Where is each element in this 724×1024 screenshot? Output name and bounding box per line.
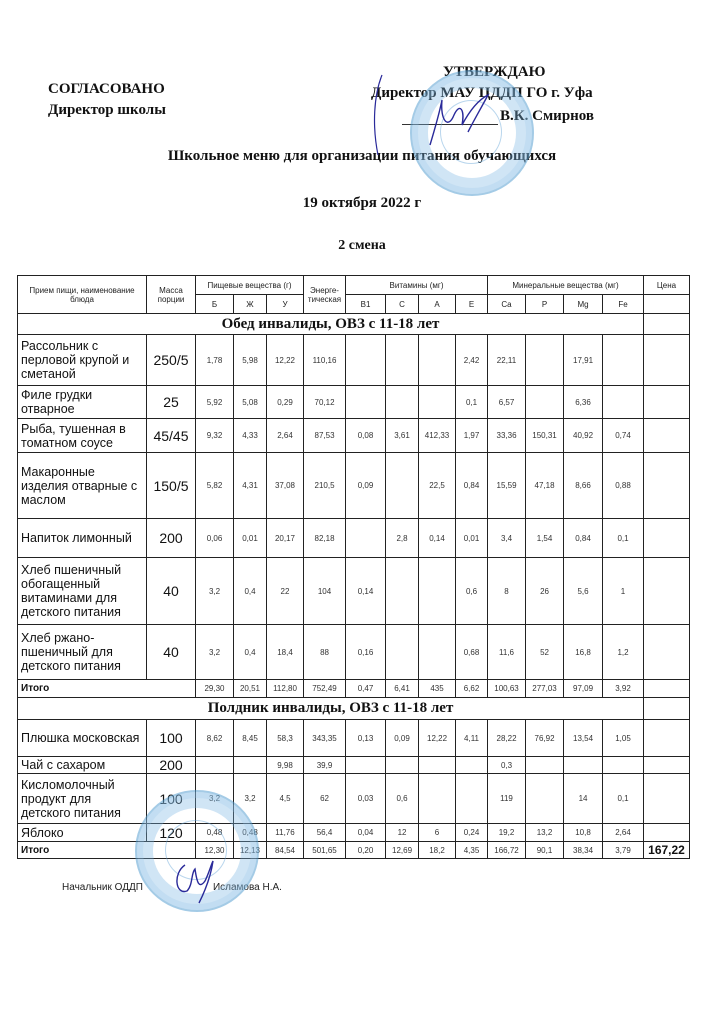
- dish-name: Плюшка московская: [18, 720, 147, 757]
- cell-energy: 88: [304, 625, 346, 680]
- cell-vit-a: 6: [419, 824, 456, 842]
- dish-name: Филе грудки отварное: [18, 386, 147, 419]
- cell-fat: 0,4: [234, 625, 267, 680]
- approved-title: УТВЕРЖДАЮ: [443, 64, 546, 80]
- dish-mass: 250/5: [147, 335, 196, 386]
- cell-carbs: 58,3: [267, 720, 304, 757]
- cell-price: [644, 519, 690, 558]
- signature-top-icon: [370, 70, 510, 160]
- cell-price: [644, 757, 690, 774]
- cell-vit-c: [386, 558, 419, 625]
- cell-vit-c: [386, 453, 419, 519]
- cell-vit-c: [386, 335, 419, 386]
- cell-vit-a: 12,22: [419, 720, 456, 757]
- dish-mass: 25: [147, 386, 196, 419]
- cell-fe: [603, 757, 644, 774]
- cell-fe: 1,05: [603, 720, 644, 757]
- cell-price: [644, 774, 690, 824]
- cell-vit-c: 12: [386, 824, 419, 842]
- total-fat: 12,13: [234, 842, 267, 859]
- cell-p: 13,2: [526, 824, 564, 842]
- signature-line: [402, 124, 498, 125]
- cell-p: 26: [526, 558, 564, 625]
- cell-ca: 119: [488, 774, 526, 824]
- cell-p: 52: [526, 625, 564, 680]
- cell-carbs: 11,76: [267, 824, 304, 842]
- cell-vit-b1: [346, 519, 386, 558]
- cell-vit-b1: 0,16: [346, 625, 386, 680]
- cell-protein: 9,32: [196, 419, 234, 453]
- cell-price: [644, 335, 690, 386]
- dish-mass: 40: [147, 625, 196, 680]
- table-row: [18, 335, 690, 386]
- approved-name: В.К. Смирнов: [500, 108, 595, 124]
- cell-protein: 3,2: [196, 625, 234, 680]
- cell-ca: 28,22: [488, 720, 526, 757]
- cell-energy: 104: [304, 558, 346, 625]
- cell-fat: 0,01: [234, 519, 267, 558]
- cell-p: 150,31: [526, 419, 564, 453]
- dish-name: Чай с сахаром: [18, 757, 147, 774]
- cell-vit-b1: 0,04: [346, 824, 386, 842]
- cell-vit-b1: [346, 386, 386, 419]
- cell-ca: 19,2: [488, 824, 526, 842]
- total-energy: 501,65: [304, 842, 346, 859]
- document-title: Школьное меню для организации питания обучающихся: [167, 148, 557, 164]
- cell-ca: 3,4: [488, 519, 526, 558]
- header-mg: Mg: [564, 295, 603, 314]
- header-price: Цена: [644, 276, 690, 295]
- total-carbs: 84,54: [267, 842, 304, 859]
- cell-price: [644, 558, 690, 625]
- cell-carbs: 37,08: [267, 453, 304, 519]
- cell-protein: 8,62: [196, 720, 234, 757]
- cell-fe: 0,1: [603, 519, 644, 558]
- cell-price: [644, 419, 690, 453]
- cell-carbs: 4,5: [267, 774, 304, 824]
- cell-mg: 10,8: [564, 824, 603, 842]
- section-price-empty: [644, 698, 690, 720]
- header-b1: В1: [346, 295, 386, 314]
- cell-ca: 11,6: [488, 625, 526, 680]
- cell-vit-e: [456, 757, 488, 774]
- cell-energy: 62: [304, 774, 346, 824]
- cell-vit-b1: 0,03: [346, 774, 386, 824]
- cell-energy: 56,4: [304, 824, 346, 842]
- cell-protein: 3,2: [196, 774, 234, 824]
- header-energy: Энерге-тическая: [304, 276, 346, 314]
- header-c: С: [386, 295, 419, 314]
- total-carbs: 112,80: [267, 680, 304, 698]
- cell-price: [644, 720, 690, 757]
- total-label: Итого: [18, 680, 196, 698]
- cell-vit-a: [419, 558, 456, 625]
- document-date: 19 октября 2022 г: [302, 195, 422, 211]
- approved-role: Директор МАУ ЦДДП ГО г. Уфа: [371, 85, 593, 101]
- table-row: [18, 824, 690, 842]
- header-ca: Ca: [488, 295, 526, 314]
- cell-fe: 1,2: [603, 625, 644, 680]
- dish-mass: 100: [147, 720, 196, 757]
- cell-p: [526, 386, 564, 419]
- total-vit-c: 6,41: [386, 680, 419, 698]
- cell-p: [526, 774, 564, 824]
- table-row: [18, 774, 690, 824]
- header-meal: Прием пищи, наименование блюда: [18, 276, 147, 314]
- table-row: [18, 519, 690, 558]
- cell-fe: 0,74: [603, 419, 644, 453]
- cell-vit-a: 412,33: [419, 419, 456, 453]
- cell-fe: 0,88: [603, 453, 644, 519]
- cell-fat: 5,98: [234, 335, 267, 386]
- cell-p: 47,18: [526, 453, 564, 519]
- cell-vit-b1: [346, 757, 386, 774]
- header-row-1: [18, 276, 690, 295]
- table-row: [18, 757, 690, 774]
- cell-vit-c: [386, 625, 419, 680]
- cell-price: [644, 824, 690, 842]
- total-mg: 97,09: [564, 680, 603, 698]
- cell-vit-e: 2,42: [456, 335, 488, 386]
- cell-vit-e: 0,01: [456, 519, 488, 558]
- cell-vit-e: 0,1: [456, 386, 488, 419]
- cell-mg: 0,84: [564, 519, 603, 558]
- header-price-empty: [644, 295, 690, 314]
- cell-price: [644, 386, 690, 419]
- dish-name: Яблоко: [18, 824, 147, 842]
- cell-mg: 6,36: [564, 386, 603, 419]
- cell-mg: 5,6: [564, 558, 603, 625]
- total-vit-b1: 0,20: [346, 842, 386, 859]
- dish-mass: 45/45: [147, 419, 196, 453]
- cell-fe: 0,1: [603, 774, 644, 824]
- cell-energy: 82,18: [304, 519, 346, 558]
- agreed-role: Директор школы: [48, 102, 166, 118]
- cell-p: 76,92: [526, 720, 564, 757]
- dish-mass: 120: [147, 824, 196, 842]
- total-p: 277,03: [526, 680, 564, 698]
- cell-vit-b1: 0,13: [346, 720, 386, 757]
- header-minerals: Минеральные вещества (мг): [488, 276, 644, 295]
- total-price: 167,22: [644, 842, 690, 859]
- total-vit-e: 6,62: [456, 680, 488, 698]
- cell-energy: 110,16: [304, 335, 346, 386]
- cell-vit-c: 2,8: [386, 519, 419, 558]
- footer-name: Исламова Н.А.: [212, 882, 282, 893]
- total-mg: 38,34: [564, 842, 603, 859]
- cell-carbs: 0,29: [267, 386, 304, 419]
- dish-name: Хлеб ржано-пшеничный для детского питания: [18, 625, 147, 680]
- section-price-empty: [644, 314, 690, 335]
- table-row: [18, 453, 690, 519]
- cell-vit-a: 0,14: [419, 519, 456, 558]
- cell-mg: 40,92: [564, 419, 603, 453]
- total-protein: 29,30: [196, 680, 234, 698]
- total-p: 90,1: [526, 842, 564, 859]
- total-ca: 166,72: [488, 842, 526, 859]
- cell-ca: 6,57: [488, 386, 526, 419]
- cell-carbs: 12,22: [267, 335, 304, 386]
- dish-name: Макаронные изделия отварные с маслом: [18, 453, 147, 519]
- cell-protein: 5,82: [196, 453, 234, 519]
- cell-fat: [234, 757, 267, 774]
- cell-ca: 8: [488, 558, 526, 625]
- cell-mg: 16,8: [564, 625, 603, 680]
- total-fe: 3,79: [603, 842, 644, 859]
- signature-bottom-icon: [165, 855, 225, 905]
- total-protein: 12,30: [196, 842, 234, 859]
- document-shift: 2 смена: [338, 238, 386, 253]
- total-fe: 3,92: [603, 680, 644, 698]
- total-row: [18, 842, 690, 859]
- header-nutrients: Пищевые вещества (г): [196, 276, 304, 295]
- total-vit-b1: 0,47: [346, 680, 386, 698]
- cell-mg: 17,91: [564, 335, 603, 386]
- total-vit-a: 18,2: [419, 842, 456, 859]
- cell-carbs: 18,4: [267, 625, 304, 680]
- section-title: Полдник инвалиды, ОВЗ с 11-18 лет: [18, 698, 644, 720]
- cell-protein: [196, 757, 234, 774]
- cell-ca: 33,36: [488, 419, 526, 453]
- cell-vit-a: [419, 757, 456, 774]
- cell-p: 1,54: [526, 519, 564, 558]
- dish-mass: 200: [147, 757, 196, 774]
- cell-vit-c: 0,6: [386, 774, 419, 824]
- cell-fe: [603, 335, 644, 386]
- cell-vit-e: 1,97: [456, 419, 488, 453]
- dish-name: Рассольник с перловой крупой и сметаной: [18, 335, 147, 386]
- cell-ca: 22,11: [488, 335, 526, 386]
- dish-mass: 150/5: [147, 453, 196, 519]
- table-row: [18, 419, 690, 453]
- cell-vit-a: [419, 335, 456, 386]
- cell-energy: 210,5: [304, 453, 346, 519]
- section-row: [18, 314, 690, 335]
- cell-protein: 0,06: [196, 519, 234, 558]
- header-e: Е: [456, 295, 488, 314]
- cell-ca: 0,3: [488, 757, 526, 774]
- total-energy: 752,49: [304, 680, 346, 698]
- header-a: А: [419, 295, 456, 314]
- total-vit-c: 12,69: [386, 842, 419, 859]
- cell-carbs: 20,17: [267, 519, 304, 558]
- cell-vit-a: [419, 625, 456, 680]
- cell-energy: 70,12: [304, 386, 346, 419]
- cell-energy: 39,9: [304, 757, 346, 774]
- cell-energy: 87,53: [304, 419, 346, 453]
- cell-fat: 0,4: [234, 558, 267, 625]
- cell-carbs: 9,98: [267, 757, 304, 774]
- cell-vit-b1: 0,14: [346, 558, 386, 625]
- cell-carbs: 2,64: [267, 419, 304, 453]
- cell-protein: 5,92: [196, 386, 234, 419]
- table-row: [18, 386, 690, 419]
- cell-vit-c: [386, 386, 419, 419]
- dish-name: Напиток лимонный: [18, 519, 147, 558]
- cell-ca: 15,59: [488, 453, 526, 519]
- cell-price: [644, 625, 690, 680]
- cell-mg: 14: [564, 774, 603, 824]
- cell-fat: 8,45: [234, 720, 267, 757]
- dish-mass: 40: [147, 558, 196, 625]
- total-price: [644, 680, 690, 698]
- total-label: Итого: [18, 842, 196, 859]
- cell-vit-a: [419, 386, 456, 419]
- table-row: [18, 558, 690, 625]
- cell-fat: 5,08: [234, 386, 267, 419]
- cell-vit-e: 4,11: [456, 720, 488, 757]
- dish-mass: 100: [147, 774, 196, 824]
- cell-fe: [603, 386, 644, 419]
- cell-vit-b1: [346, 335, 386, 386]
- cell-protein: 0,48: [196, 824, 234, 842]
- total-row: [18, 680, 690, 698]
- cell-fe: 2,64: [603, 824, 644, 842]
- section-0-rows: [18, 335, 690, 680]
- dish-name: Хлеб пшеничный обогащенный витаминами для детского питания: [18, 558, 147, 625]
- section-title: Обед инвалиды, ОВЗ с 11-18 лет: [18, 314, 644, 335]
- total-ca: 100,63: [488, 680, 526, 698]
- cell-protein: 1,78: [196, 335, 234, 386]
- cell-energy: 343,35: [304, 720, 346, 757]
- dish-mass: 200: [147, 519, 196, 558]
- cell-vit-e: 0,68: [456, 625, 488, 680]
- cell-fat: 3,2: [234, 774, 267, 824]
- cell-vit-e: 0,6: [456, 558, 488, 625]
- cell-price: [644, 453, 690, 519]
- agreed-title: СОГЛАСОВАНО: [48, 81, 165, 97]
- total-fat: 20,51: [234, 680, 267, 698]
- footer-role: Начальник ОДДП: [62, 882, 143, 893]
- cell-fat: 0,48: [234, 824, 267, 842]
- dish-name: Кисломолочный продукт для детского питания: [18, 774, 147, 824]
- cell-carbs: 22: [267, 558, 304, 625]
- cell-protein: 3,2: [196, 558, 234, 625]
- cell-mg: 8,66: [564, 453, 603, 519]
- cell-fat: 4,33: [234, 419, 267, 453]
- total-vit-e: 4,35: [456, 842, 488, 859]
- cell-vit-b1: 0,08: [346, 419, 386, 453]
- section-row: [18, 698, 690, 720]
- header-zh: Ж: [234, 295, 267, 314]
- cell-fat: 4,31: [234, 453, 267, 519]
- cell-vit-e: 0,24: [456, 824, 488, 842]
- table-row: [18, 625, 690, 680]
- menu-table: [17, 275, 690, 859]
- cell-mg: [564, 757, 603, 774]
- footer-signature: [62, 882, 282, 893]
- cell-vit-b1: 0,09: [346, 453, 386, 519]
- table-row: [18, 720, 690, 757]
- cell-fe: 1: [603, 558, 644, 625]
- header-mass: Масса порции: [147, 276, 196, 314]
- header-u: У: [267, 295, 304, 314]
- cell-vit-e: [456, 774, 488, 824]
- total-vit-a: 435: [419, 680, 456, 698]
- cell-vit-e: 0,84: [456, 453, 488, 519]
- header-p: P: [526, 295, 564, 314]
- cell-vit-a: [419, 774, 456, 824]
- cell-vit-c: 3,61: [386, 419, 419, 453]
- dish-name: Рыба, тушенная в томатном соусе: [18, 419, 147, 453]
- cell-vit-a: 22,5: [419, 453, 456, 519]
- cell-p: [526, 335, 564, 386]
- header-fe: Fe: [603, 295, 644, 314]
- section-1-rows: [18, 720, 690, 842]
- header-b: Б: [196, 295, 234, 314]
- cell-vit-c: [386, 757, 419, 774]
- header-vitamins: Витамины (мг): [346, 276, 488, 295]
- cell-p: [526, 757, 564, 774]
- cell-mg: 13,54: [564, 720, 603, 757]
- cell-vit-c: 0,09: [386, 720, 419, 757]
